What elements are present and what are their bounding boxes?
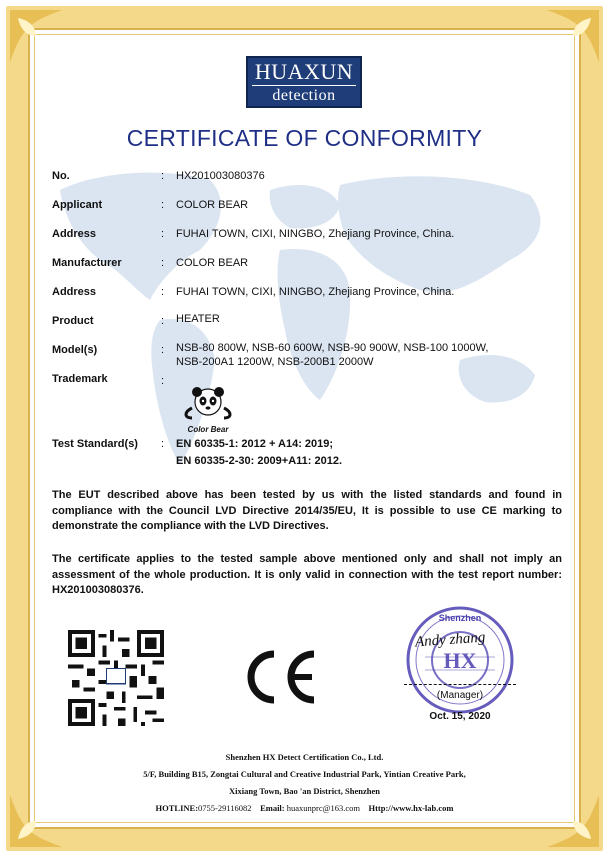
no-label: No. <box>52 170 70 182</box>
signature-line <box>404 684 516 685</box>
ce-mark-icon <box>240 648 320 706</box>
address1-value: FUHAI TOWN, CIXI, NINGBO, Zhejiang Province, China. <box>176 228 455 240</box>
footer-contacts <box>0 803 609 813</box>
qr-code[interactable] <box>68 630 164 726</box>
validity-paragraph: The certificate applies to the tested sample above mentioned only and shall not imply an assessment of the whole production. It is only valid in connection with the test report number: HX201003080376. <box>52 553 562 596</box>
huaxun-logo <box>246 56 362 108</box>
corner-ornament-top-right <box>543 6 603 66</box>
signature-date: Oct. 15, 2020 <box>429 711 491 722</box>
trademark-text: Color Bear <box>187 425 229 434</box>
panda-icon <box>178 386 238 420</box>
colon: : <box>161 344 165 356</box>
certificate-title: CERTIFICATE OF CONFORMITY <box>126 125 483 151</box>
applicant-value: COLOR BEAR <box>176 199 249 211</box>
seal-top-text: Shenzhen <box>438 613 482 623</box>
colon: : <box>161 375 165 387</box>
trademark-label: Trademark <box>52 373 108 385</box>
address1-label: Address <box>52 228 97 240</box>
colon: : <box>161 199 165 211</box>
compliance-paragraph: The EUT described above has been tested by us with the listed standards and found in compliance with the Council LVD Directive 2014/35/EU, It is possible to use CE marking to demonstrate the compliance with the LVD Directives. <box>52 489 562 532</box>
colon: : <box>161 315 165 327</box>
signature-name: Andy zhang <box>414 629 486 651</box>
manufacturer-label: Manufacturer <box>52 257 122 269</box>
corner-ornament-top-left <box>6 6 66 66</box>
product-label: Product <box>52 315 94 327</box>
models-line1: NSB-80 800W, NSB-60 600W, NSB-90 900W, NSB-100 1000W, <box>176 342 489 354</box>
standard-label: Test Standard(s) <box>52 438 138 450</box>
address2-value: FUHAI TOWN, CIXI, NINGBO, Zhejiang Province, China. <box>176 286 455 298</box>
world-map-watermark <box>40 150 570 480</box>
logo-line2: detection <box>272 87 336 104</box>
models-line2: NSB-200A1 1200W, NSB-200B1 2000W <box>176 356 374 368</box>
email-value: huaxunprc@163.com <box>286 803 360 813</box>
colon: : <box>161 228 165 240</box>
footer-company: Shenzhen HX Detect Certification Co., Ltd. <box>225 752 384 762</box>
color-bear-trademark <box>178 386 238 432</box>
footer-address2: Xixiang Town, Bao 'an District, Shenzhen <box>229 786 380 796</box>
seal-center-text: HX <box>443 648 477 673</box>
hotline-label: HOTLINE: <box>155 803 199 813</box>
hotline-value: 0755-29116082 <box>198 803 252 813</box>
corner-ornament-bottom-left <box>6 791 66 851</box>
manufacturer-value: COLOR BEAR <box>176 257 249 269</box>
applicant-label: Applicant <box>52 199 103 211</box>
logo-line1: HUAXUN <box>254 59 354 84</box>
standard-line1: EN 60335-1: 2012 + A14: 2019; <box>176 438 334 450</box>
colon: : <box>161 438 165 450</box>
signature-role: (Manager) <box>436 690 484 701</box>
address2-label: Address <box>52 286 97 298</box>
footer-address1: 5/F, Building B15, Zongtai Cultural and Creative Industrial Park, Yintian Creative Park, <box>143 769 466 779</box>
colon: : <box>161 286 165 298</box>
product-value: HEATER <box>176 313 220 325</box>
email-label: Email: <box>260 803 285 813</box>
website-link[interactable]: Http://www.hx-lab.com <box>368 803 454 813</box>
models-label: Model(s) <box>52 344 98 356</box>
colon: : <box>161 257 165 269</box>
colon: : <box>161 170 165 182</box>
standard-line2: EN 60335-2-30: 2009+A11: 2012. <box>176 455 343 467</box>
no-value: HX201003080376 <box>176 170 265 182</box>
corner-ornament-bottom-right <box>543 791 603 851</box>
